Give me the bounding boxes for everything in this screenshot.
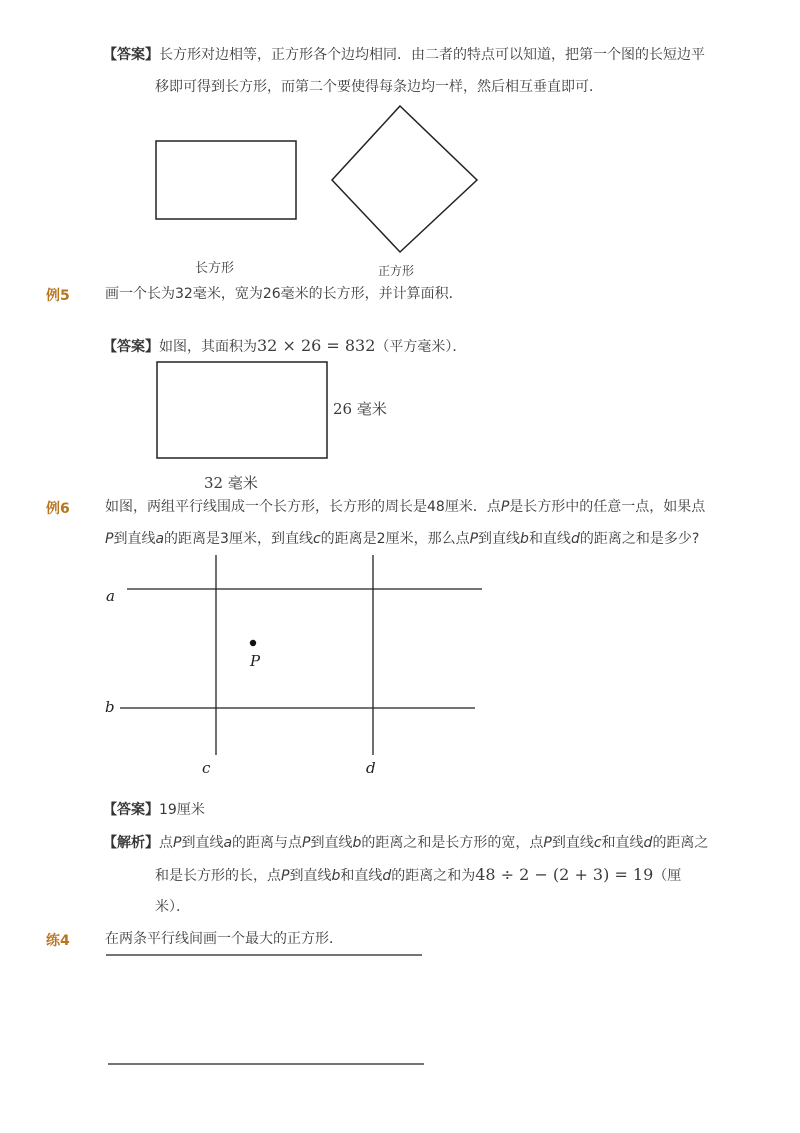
q-text: 和直线 <box>528 531 571 547</box>
answer-line-1 <box>103 46 705 64</box>
an-text: （厘 <box>653 868 682 884</box>
an-text: 到直线 <box>181 835 224 851</box>
answer-text-1: 长方形对边相等，正方形各个边均相同．由二者的特点可以知道，把第一个图的长短边平 <box>159 47 705 63</box>
rectangle-shape <box>156 141 296 219</box>
var-a: a <box>155 531 165 547</box>
an-text: 点 <box>159 835 173 851</box>
example-5-question: 画一个长为32毫米，宽为26毫米的长方形，并计算面积． <box>105 286 463 302</box>
example-5-label: 例5 <box>46 288 70 304</box>
an-text: 和直线 <box>601 835 644 851</box>
q-text: 是长方形中的任意一点，如果点 <box>509 499 706 515</box>
answer-tag: 【答案】 <box>103 802 159 818</box>
example-5-answer <box>103 337 466 356</box>
an-text: 和直线 <box>340 868 383 884</box>
an-text: 的距离与点 <box>232 835 303 851</box>
answer-prefix: 如图，其面积为 <box>159 339 257 355</box>
label-P: P <box>250 652 261 670</box>
analysis-line-3: 米）． <box>155 899 190 915</box>
var-c: c <box>593 835 602 851</box>
example-6-question-line-2 <box>105 530 699 548</box>
var-b: b <box>331 868 341 884</box>
square-label: 正方形 <box>378 264 415 278</box>
label-c: c <box>202 759 211 777</box>
answer-tag: 【答案】 <box>103 47 159 63</box>
analysis-line-2 <box>155 866 681 885</box>
point-P-dot <box>250 640 256 646</box>
var-P: P <box>173 835 182 851</box>
var-P: P <box>281 868 290 884</box>
example-6-question-line-1 <box>105 498 705 516</box>
var-a: a <box>223 835 233 851</box>
an-text: 的距离之和为 <box>391 868 476 884</box>
q-text: 的距离是3厘米，到直线 <box>164 531 313 547</box>
an-text: 到直线 <box>310 835 353 851</box>
answer-value: 19厘米 <box>159 802 205 818</box>
an-text: 到直线 <box>289 868 332 884</box>
practice-4-label: 练4 <box>46 933 70 949</box>
var-b: b <box>352 835 362 851</box>
var-P: P <box>105 531 114 547</box>
rectangle-shape <box>157 362 327 458</box>
an-text: 的距离之 <box>652 835 709 851</box>
label-b: b <box>105 698 115 716</box>
an-text: 和是长方形的长，点 <box>155 868 281 884</box>
var-P: P <box>469 531 479 547</box>
q-text: 到直线 <box>113 531 156 547</box>
var-d: d <box>570 531 580 547</box>
width-label: 26 毫米 <box>333 400 387 418</box>
q-text: 的距离之和是多少? <box>579 531 700 547</box>
parallel-lines-figure <box>95 550 495 780</box>
q-text: 的距离是2厘米，那么点 <box>320 531 470 547</box>
rect-square-figure <box>140 100 500 285</box>
practice-4-question: 在两条平行线间画一个最大的正方形． <box>105 931 343 947</box>
q-text: 到直线 <box>478 531 521 547</box>
var-c: c <box>312 531 321 547</box>
label-a: a <box>106 587 115 605</box>
example-6-label: 例6 <box>46 501 70 517</box>
answer-tag: 【答案】 <box>103 339 159 355</box>
var-P: P <box>500 499 510 515</box>
area-formula: 32 × 26 = 832 <box>257 336 376 355</box>
length-label: 32 毫米 <box>204 474 258 492</box>
two-parallel-lines-figure <box>100 948 430 1073</box>
example-6-answer <box>103 801 205 819</box>
square-shape <box>332 106 477 252</box>
rectangle-32x26-figure <box>150 356 340 466</box>
an-text: 到直线 <box>551 835 594 851</box>
analysis-line-1 <box>103 834 708 852</box>
var-d: d <box>382 868 392 884</box>
label-d: d <box>366 759 376 777</box>
rect-label: 长方形 <box>195 261 235 276</box>
answer-suffix: （平方毫米）． <box>375 339 467 355</box>
var-P: P <box>543 835 552 851</box>
var-P: P <box>302 835 311 851</box>
q-text: 如图，两组平行线围成一个长方形，长方形的周长是48厘米．点 <box>105 499 501 515</box>
answer-line-2: 移即可得到长方形，而第二个要使得每条边均一样，然后相互垂直即可． <box>155 79 603 95</box>
an-text: 的距离之和是长方形的宽，点 <box>361 835 544 851</box>
var-d: d <box>643 835 653 851</box>
sum-formula: 48 ÷ 2 − (2 + 3) = 19 <box>475 865 654 884</box>
analysis-tag: 【解析】 <box>103 835 159 851</box>
var-b: b <box>520 531 529 547</box>
